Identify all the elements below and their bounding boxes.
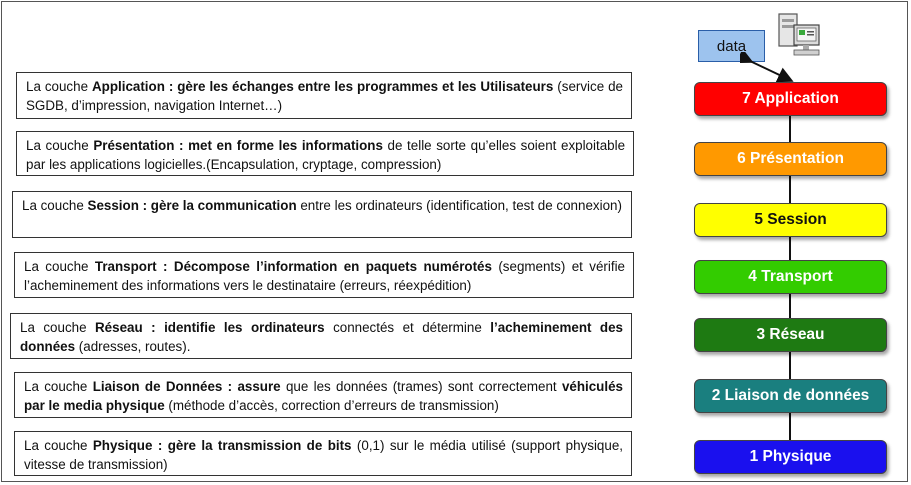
layer-4-transport	[694, 260, 887, 294]
layer-6-presentation	[694, 142, 887, 176]
description-liaison	[14, 372, 632, 418]
separator: :	[138, 198, 151, 213]
layer-label: 1 Physique	[749, 448, 832, 465]
desc-text: que les données (trames) sont correctement	[280, 379, 562, 394]
desc-prefix: La couche	[24, 438, 93, 453]
separator: :	[222, 379, 238, 394]
desc-text: (méthode d’accès, correction d’erreurs de transmission)	[164, 398, 499, 413]
layer-3-reseau	[694, 318, 887, 352]
description-application	[16, 72, 632, 119]
desc-text: (service de SGDB, d’impression, navigation Internet…)	[26, 79, 623, 113]
description-session	[12, 191, 632, 238]
description-reseau	[10, 313, 632, 359]
separator: :	[174, 138, 189, 153]
desc-text: (adresses, routes).	[75, 339, 191, 354]
layer-5-session	[694, 203, 887, 237]
desc-bold: identifie les ordinateurs	[164, 320, 325, 335]
separator: :	[152, 438, 168, 453]
desc-prefix: La couche	[26, 79, 92, 94]
desc-prefix: La couche	[24, 259, 95, 274]
desc-bold: Décompose l’information en paquets numérotés	[173, 259, 492, 274]
separator: :	[156, 259, 174, 274]
desc-text: de telle sorte qu’elles soient exploitable par les applications logicielles.(Encapsulation, cryptage, compression)	[26, 138, 626, 172]
desc-text: connectés et détermine	[324, 320, 491, 335]
layer-1-physique	[694, 440, 887, 474]
layer-label: 6 Présentation	[737, 150, 844, 167]
desc-bold: assure	[237, 379, 281, 394]
layer-7-application	[694, 82, 887, 116]
layer-name: Physique	[92, 438, 153, 453]
layer-name: Transport	[94, 259, 157, 274]
desc-bold: véhiculés par le media physique	[24, 379, 623, 413]
desc-bold: l’acheminement des données	[20, 320, 623, 354]
desc-prefix: La couche	[22, 198, 88, 213]
layer-label: 3 Réseau	[756, 326, 825, 343]
layer-name: Réseau	[95, 320, 143, 335]
desc-prefix: La couche	[24, 379, 93, 394]
description-presentation	[16, 131, 634, 176]
desc-bold: gère la communication	[150, 198, 297, 213]
layer-name: Application	[91, 79, 165, 94]
layer-name: Liaison de Données	[92, 379, 223, 394]
description-physique	[14, 431, 632, 476]
desc-text: (0,1) sur le média utilisé (support physique, vitesse de transmission)	[24, 438, 623, 472]
data-label: data	[716, 37, 747, 55]
desc-text: (segments) et vérifie l’acheminement des informations vers le destinataire (erreurs, réexpédition)	[24, 259, 625, 293]
computer-icon	[774, 11, 824, 63]
desc-bold: gère les échanges entre les programmes et les Utilisateurs	[177, 79, 554, 94]
layer-name: Session	[87, 198, 139, 213]
desc-bold: gère la transmission de bits	[167, 438, 352, 453]
desc-prefix: La couche	[20, 320, 96, 335]
layer-2-liaison	[694, 379, 887, 413]
desc-bold: met en forme les informations	[188, 138, 383, 153]
layer-label: 2 Liaison de données	[711, 387, 870, 404]
separator: :	[164, 79, 178, 94]
layer-label: 7 Application	[742, 90, 839, 107]
description-transport	[14, 252, 634, 298]
separator: :	[142, 320, 165, 335]
layer-name: Présentation	[93, 138, 175, 153]
layer-label: 4 Transport	[748, 268, 833, 285]
desc-text: entre les ordinateurs (identification, test de connexion)	[296, 198, 622, 213]
layer-label: 5 Session	[754, 211, 827, 228]
desc-prefix: La couche	[26, 138, 94, 153]
